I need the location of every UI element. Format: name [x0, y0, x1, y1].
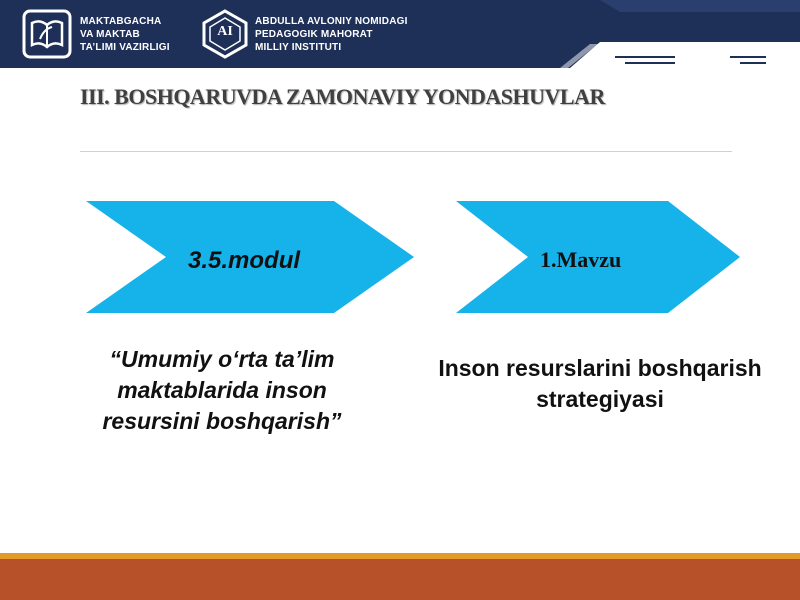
footer-band [0, 559, 800, 600]
institute-logo-mark: AI [217, 24, 233, 39]
ministry-name-line: MAKTABGACHA [80, 16, 162, 27]
topic-caption: Inson resurslarini boshqarish strategiyasi [438, 355, 762, 412]
ministry-name [80, 15, 170, 54]
slide-title: III. BOSHQARUVDA ZAMONAVIY YONDASHUVLAR [80, 84, 605, 109]
institute-name-line: ABDULLA AVLONIY NOMIDAGI [255, 16, 408, 27]
module-caption: “Umumiy o‘rta ta’lim maktablarida inson resursini boshqarish” [102, 346, 342, 434]
header-banner [0, 0, 800, 68]
title-divider [80, 151, 732, 152]
topic-label: 1.Mavzu [540, 247, 622, 272]
ministry-name-line: VA MAKTAB [80, 29, 140, 40]
institute-name [255, 15, 408, 54]
institute-name-line: PEDAGOGIK MAHORAT [255, 29, 373, 40]
ministry-name-line: TA’LIMI VAZIRLIGI [80, 42, 170, 53]
institute-name-line: MILLIY INSTITUTI [255, 42, 342, 53]
ministry-book-logo-icon [22, 9, 72, 59]
module-label: 3.5.modul [188, 247, 301, 274]
